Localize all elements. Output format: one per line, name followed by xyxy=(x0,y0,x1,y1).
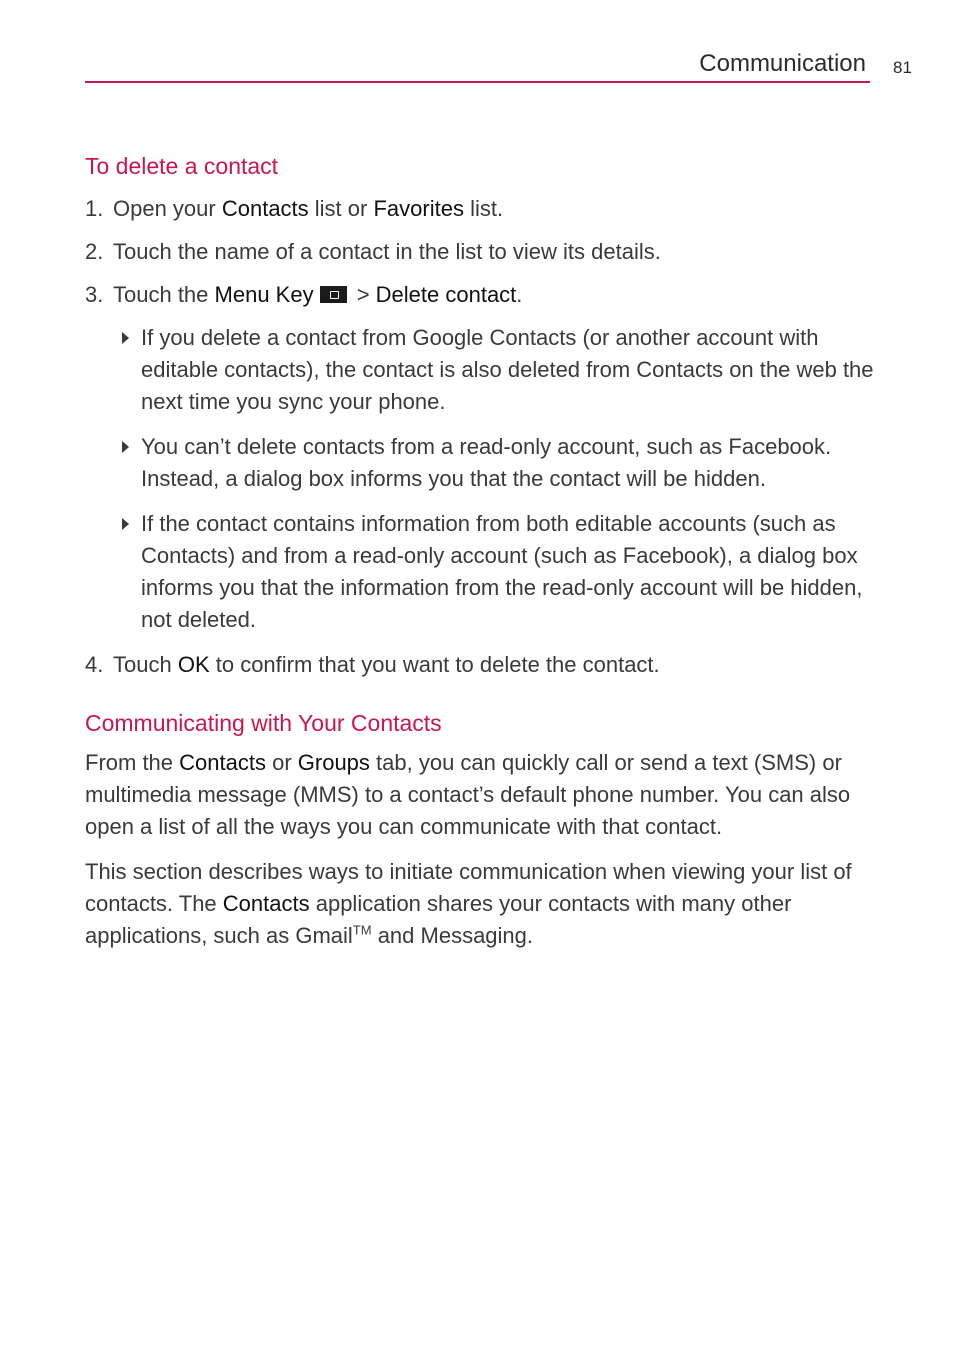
triangle-bullet-icon xyxy=(122,441,129,453)
page-content xyxy=(85,150,875,952)
triangle-bullet-icon xyxy=(122,332,129,344)
paragraph-text: From the xyxy=(85,750,180,775)
bullet-item xyxy=(85,508,875,636)
step-text: > xyxy=(350,282,376,307)
trademark-mark: TM xyxy=(352,922,372,938)
step-1 xyxy=(85,193,875,225)
paragraph-text: and Messaging. xyxy=(371,923,534,948)
menu-key-term: Menu Key xyxy=(214,282,314,307)
contacts-term: Contacts xyxy=(179,750,266,775)
paragraph-text: or xyxy=(265,750,298,775)
step-text: . xyxy=(516,282,523,307)
delete-contact-heading: To delete a contact xyxy=(85,153,279,179)
step-text: list or xyxy=(308,196,374,221)
section-title: Communication xyxy=(699,50,866,77)
step-4 xyxy=(85,649,875,681)
paragraph-text: application shares your contacts with many other applications, such as Gmail xyxy=(85,891,792,948)
bullet-item xyxy=(85,322,875,418)
paragraph-text: tab, you can quickly call or send a text (SMS) or multimedia message (MMS) to a contact’s default phone number. You can also open a list of all the ways you can communicate with that contact. xyxy=(85,750,851,839)
communicating-heading: Communicating with Your Contacts xyxy=(85,710,442,736)
step-text: list. xyxy=(463,196,504,221)
triangle-bullet-icon xyxy=(122,518,129,530)
step-number: 4. xyxy=(85,652,104,677)
step-text: Touch the name of a contact in the list to view its details. xyxy=(113,239,661,264)
step-number: 3. xyxy=(85,282,104,307)
page-header xyxy=(85,50,870,83)
bullet-text: You can’t delete contacts from a read-only account, such as Facebook. Instead, a dialog box informs you that the contact will be hidden. xyxy=(141,434,832,491)
page-number: 81 xyxy=(893,58,912,77)
step-2 xyxy=(85,236,875,268)
bullet-text: If you delete a contact from Google Contacts (or another account with editable contacts), the contact is also deleted from Contacts on the web the next time you sync your phone. xyxy=(141,325,874,414)
favorites-term: Favorites xyxy=(373,196,464,221)
contacts-term: Contacts xyxy=(221,196,309,221)
contacts-term: Contacts xyxy=(222,891,310,916)
menu-key-icon xyxy=(320,286,347,303)
groups-term: Groups xyxy=(297,750,370,775)
step-3 xyxy=(85,279,875,311)
communicating-paragraph-1 xyxy=(85,747,875,843)
step-text: Open your xyxy=(113,196,222,221)
paragraph-text: This section describes ways to initiate communication when viewing your list of contacts. The xyxy=(85,859,852,916)
communicating-paragraph-2 xyxy=(85,856,875,952)
step-number: 2. xyxy=(85,239,104,264)
bullet-text: If the contact contains information from both editable accounts (such as Contacts) and from a read-only account (such as Facebook), a dialog box informs you that the information from the read-only account will be hidden, not deleted. xyxy=(141,511,863,632)
ok-term: OK xyxy=(177,652,210,677)
step-text: Touch xyxy=(113,652,178,677)
bullet-item xyxy=(85,431,875,495)
step-text: to confirm that you want to delete the contact. xyxy=(209,652,660,677)
delete-contact-term: Delete contact xyxy=(375,282,517,307)
step-text: Touch the xyxy=(113,282,215,307)
step-number: 1. xyxy=(85,196,104,221)
